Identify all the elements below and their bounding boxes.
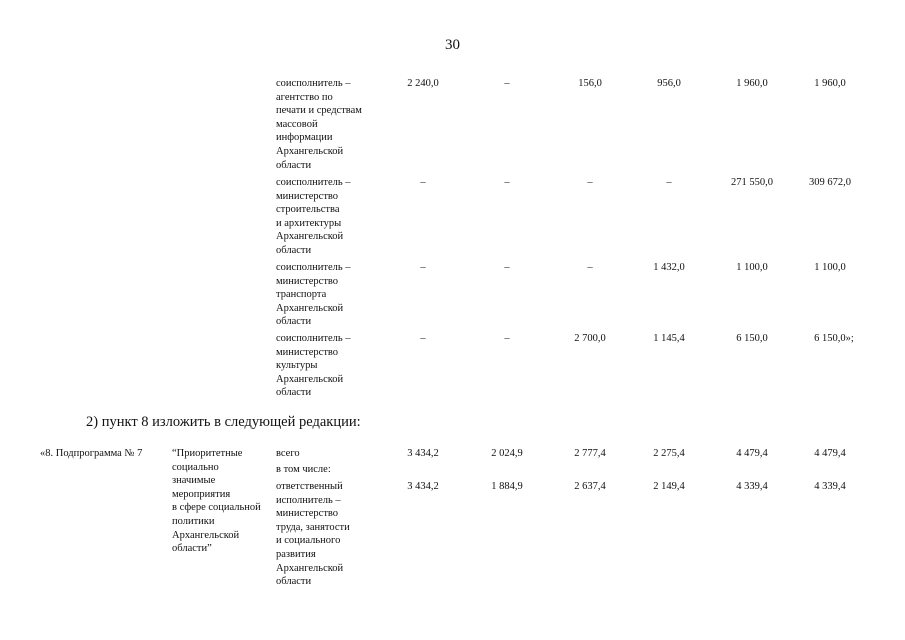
- value-cell: –: [504, 262, 510, 273]
- value-cell: –: [587, 177, 593, 188]
- value-cell: 1 884,9: [491, 481, 523, 492]
- subprogram-number: «8. Подпрограмма № 7: [40, 448, 143, 459]
- value-cell: 4 339,4: [814, 481, 846, 492]
- value-cell: –: [504, 78, 510, 89]
- value-cell: –: [420, 177, 426, 188]
- value-cell: 3 434,2: [407, 481, 439, 492]
- value-cell: 1 432,0: [653, 262, 685, 273]
- value-cell: 6 150,0»;: [814, 333, 854, 344]
- executor-cell: всего: [276, 448, 300, 459]
- value-cell: 1 100,0: [736, 262, 768, 273]
- page-number: 30: [445, 37, 460, 53]
- value-cell: 2 777,4: [574, 448, 606, 459]
- value-cell: –: [587, 262, 593, 273]
- value-cell: 2 275,4: [653, 448, 685, 459]
- value-cell: –: [504, 177, 510, 188]
- value-cell: 1 100,0: [814, 262, 846, 273]
- value-cell: 271 550,0: [731, 177, 773, 188]
- value-cell: 956,0: [657, 78, 681, 89]
- value-cell: 309 672,0: [809, 177, 851, 188]
- value-cell: 2 149,4: [653, 481, 685, 492]
- value-cell: 3 434,2: [407, 448, 439, 459]
- value-cell: 156,0: [578, 78, 602, 89]
- value-cell: 2 637,4: [574, 481, 606, 492]
- executor-cell: соисполнитель – министерство строительства и архитектуры Архангельской области: [276, 177, 351, 256]
- value-cell: 4 339,4: [736, 481, 768, 492]
- value-cell: 4 479,4: [814, 448, 846, 459]
- value-cell: 1 145,4: [653, 333, 685, 344]
- value-cell: 2 700,0: [574, 333, 606, 344]
- section-heading: 2) пункт 8 изложить в следующей редакции:: [86, 414, 361, 430]
- value-cell: –: [420, 262, 426, 273]
- executor-cell: ответственный исполнитель – министерство труда, занятости и социального развития Архангельской области: [276, 481, 350, 588]
- value-cell: 4 479,4: [736, 448, 768, 459]
- value-cell: –: [504, 333, 510, 344]
- executor-cell: в том числе:: [276, 464, 331, 475]
- value-cell: 1 960,0: [736, 78, 768, 89]
- value-cell: 1 960,0: [814, 78, 846, 89]
- value-cell: 6 150,0: [736, 333, 768, 344]
- executor-cell: соисполнитель – министерство культуры Архангельской области: [276, 333, 351, 399]
- subprogram-name: “Приоритетные социально значимые мероприятия в сфере социальной политики Архангельской области”: [172, 448, 261, 555]
- value-cell: –: [666, 177, 672, 188]
- executor-cell: соисполнитель – агентство по печати и средствам массовой информации Архангельской области: [276, 78, 362, 171]
- value-cell: 2 024,9: [491, 448, 523, 459]
- executor-cell: соисполнитель – министерство транспорта Архангельской области: [276, 262, 351, 328]
- value-cell: 2 240,0: [407, 78, 439, 89]
- value-cell: –: [420, 333, 426, 344]
